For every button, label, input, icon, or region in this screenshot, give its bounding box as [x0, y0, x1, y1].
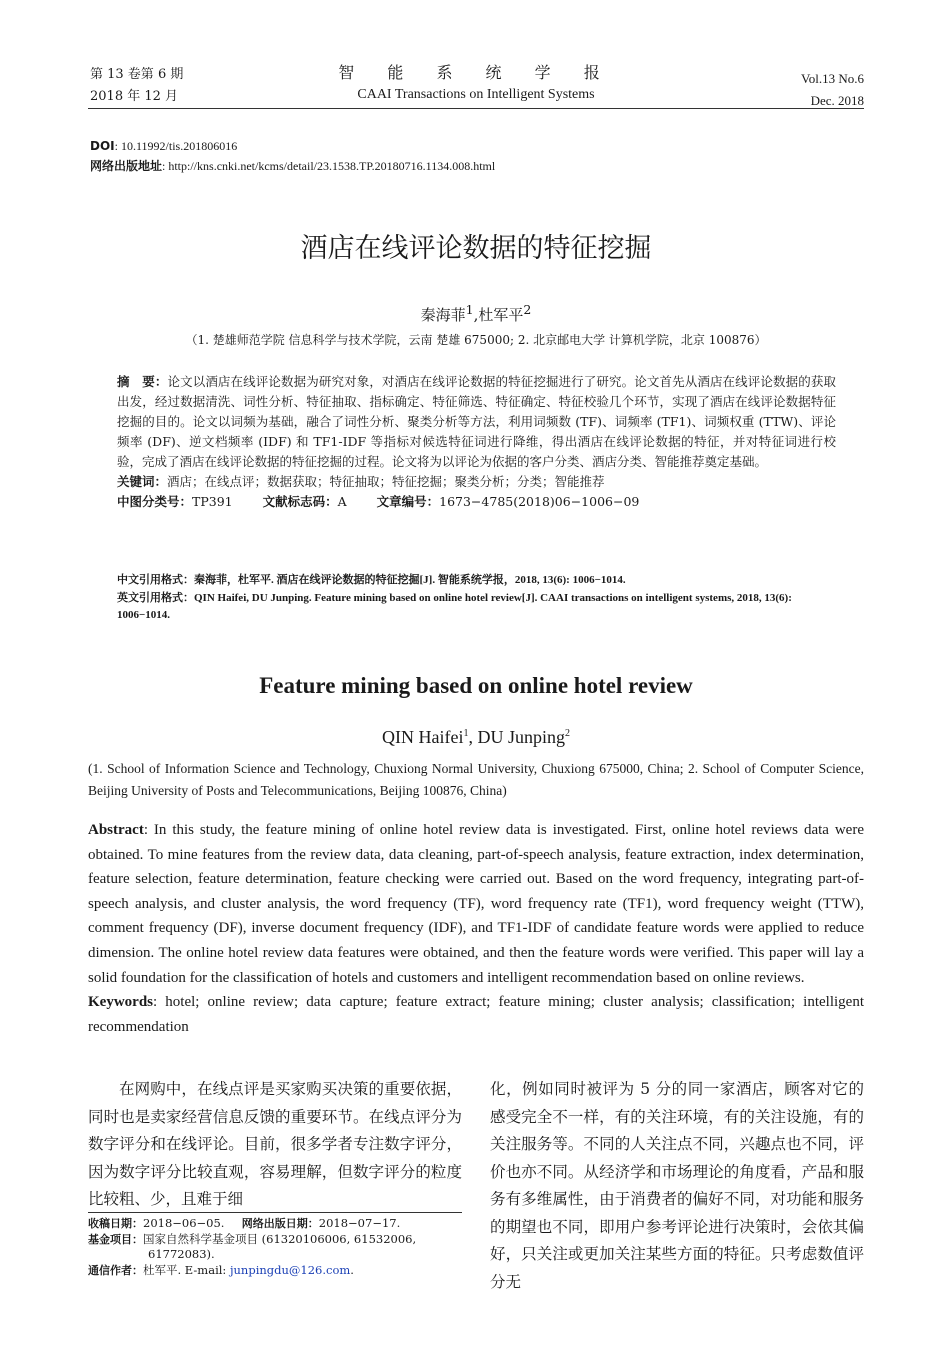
volume-cn: 第 13 卷第 6 期 — [90, 67, 184, 82]
volume-en: Vol.13 No.6 — [801, 71, 864, 86]
abstract-en-label: Abstract — [88, 822, 144, 838]
article-no-value: 1673−4785(2018)06−1006−09 — [439, 494, 640, 509]
author-cn-1-affil: 1 — [465, 302, 474, 317]
keywords-cn — [117, 472, 836, 492]
received-label: 收稿日期： — [88, 1217, 143, 1230]
abstract-cn-label: 摘 要： — [117, 374, 168, 389]
citation-en-label: 英文引用格式： — [117, 591, 194, 604]
corr-label: 通信作者： — [88, 1263, 143, 1277]
journal-name-cn: 智 能 系 统 学 报 — [338, 63, 614, 82]
header-left — [90, 64, 183, 108]
abstract-cn-block — [117, 372, 836, 512]
doi-block — [90, 136, 495, 176]
footnote-corresponding — [88, 1263, 462, 1279]
doi-line — [90, 136, 495, 156]
abstract-en — [88, 818, 864, 990]
body-column-left — [88, 1076, 462, 1214]
doi-value: : 10.11992/tis.201806016 — [114, 139, 238, 153]
author-en-2-affil: 2 — [564, 728, 570, 739]
paper-title-en: Feature mining based on online hotel review — [259, 673, 693, 698]
authors-cn — [88, 302, 864, 325]
footnote-rule — [88, 1212, 462, 1213]
abstract-cn-text: 论文以酒店在线评论数据为研究对象，对酒店在线评论数据的特征挖掘进行了研究。论文首先从酒店在线评论数据的获取出发，经过数据清洗、词性分析、特征抽取、指标确定、特征筛选、特征确定、特征校验几个环节，实现了酒店在线评论数据特征挖掘的目的。论文以词频为基础，融合了词性分析、聚类分析等方法，利用词频数 (TF)、词频率 (TF1)、词频权重 (TTW)、评论频率 (DF)、逆文档频率 (IDF) 和 TF1-IDF 等指标对候选特征词进行降维，得出酒店在线评论数据的特征，并对特征词进行校验，完成了酒店在线评论数据的特征挖掘的过程。论文将为以评论为依据的客户分类、酒店分类、智能推荐奠定基础。 — [117, 374, 836, 469]
fund-label: 基金项目： — [88, 1232, 143, 1246]
author-en-2: DU Junping — [477, 727, 565, 747]
author-en-sep: , — [468, 727, 478, 747]
citation-cn — [117, 571, 836, 589]
classification-line — [117, 492, 836, 512]
clc-label: 中图分类号： — [117, 494, 193, 509]
corr-text: 杜军平. E-mail: — [143, 1262, 230, 1277]
doc-code-value: A — [337, 494, 347, 509]
citation-cn-text: 秦海菲，杜军平. 酒店在线评论数据的特征挖掘[J]. 智能系统学报，2018, 13(6): 1006−1014. — [194, 574, 626, 586]
abstract-cn — [117, 372, 836, 472]
date-cn: 2018 年 12 月 — [90, 89, 179, 104]
paper-title-cn: 酒店在线评论数据的特征挖掘 — [300, 233, 652, 264]
keywords-cn-label: 关键词： — [117, 474, 168, 489]
online-date: 2018−07−17. — [318, 1216, 401, 1230]
header-right — [801, 68, 864, 112]
corr-email-link[interactable]: junpingdu@126.com — [229, 1262, 351, 1277]
online-url-label: 网络出版地址 — [90, 159, 163, 173]
keywords-cn-text: 酒店；在线点评；数据获取；特征抽取；特征挖掘；聚类分析；分类；智能推荐 — [167, 474, 605, 489]
author-en-1: QIN Haifei — [382, 727, 464, 747]
author-cn-2: 杜军平 — [478, 306, 524, 324]
received-date: 2018−06−05. — [143, 1216, 225, 1230]
doc-code-label: 文献标志码： — [262, 494, 338, 509]
footnote-fund — [88, 1232, 462, 1263]
keywords-en — [88, 990, 864, 1039]
affiliation-cn: （1. 楚雄师范学院 信息科学与技术学院，云南 楚雄 675000; 2. 北京邮电大学 计算机学院，北京 100876） — [185, 333, 767, 347]
online-date-label: 网络出版日期： — [241, 1217, 319, 1230]
authors-en — [88, 727, 864, 748]
doi-label: DOI — [90, 139, 115, 153]
online-url-value[interactable]: : http://kns.cnki.net/kcms/detail/23.1538.TP.20180716.1134.008.html — [162, 159, 496, 173]
header-center — [300, 62, 652, 106]
date-en: Dec. 2018 — [810, 93, 864, 108]
fund-text: 国家自然科学基金项目 (61320106006, 61532006, 61772083). — [143, 1231, 417, 1261]
clc-value: TP391 — [192, 494, 233, 509]
author-cn-2-affil: 2 — [523, 302, 532, 317]
abstract-en-text: : In this study, the feature mining of online hotel review data is investigated. First, online hotel reviews data were obtained. To mine features from the review data, data cleaning, part-of-speech analysis, feature extraction, index determination, feature selection, feature determination, feature checking were carried out. Based on the word frequency, integrating part-of-speech analysis, and cluster analysis, the word frequency (TF), word frequency rate (TF1), word frequency weight (TTW), comment frequency (DF), inverse document frequency (IDF), and TF1-IDF of candidate feature words were applied to reduce dimension. The online hotel review data features were obtained, and then the feature words were verified. This paper will lay a solid foundation for the classification of hotels and customers and intelligent recommendation based on online reviews. — [88, 822, 864, 986]
corr-email-end: . — [350, 1262, 354, 1277]
footnote-dates — [88, 1216, 462, 1232]
body-column-right — [490, 1076, 864, 1296]
body-paragraph-right: 化，例如同时被评为 5 分的同一家酒店，顾客对它的感受完全不一样，有的关注环境，有的关注设施，有的关注服务等。不同的人关注点不同，兴趣点也不同，评价也亦不同。从经济学和市场理论的角度看，产品和服务有多维属性，由于消费者的偏好不同，对功能和服务的期望也不同，即用户参考评论进行决策时，会依其偏好，只关注或更加关注某些方面的特征。只考虑数值评分无 — [490, 1080, 864, 1291]
abstract-en-block — [88, 818, 864, 1039]
header-rule — [88, 108, 864, 109]
citation-cn-label: 中文引用格式： — [117, 573, 194, 586]
keywords-en-text: : hotel; online review; data capture; feature extract; feature mining; cluster analysis; classification; intelligent recommendation — [88, 994, 864, 1035]
author-en-1-affil: 1 — [463, 728, 469, 739]
article-no-label: 文章编号： — [376, 494, 440, 509]
keywords-en-label: Keywords — [88, 994, 153, 1011]
author-cn-sep: , — [473, 306, 479, 324]
citation-en-text: QIN Haifei, DU Junping. Feature mining based on online hotel review[J]. CAAI transactions on intelligent systems, 2018, 13(6): 1006−1014. — [117, 592, 792, 621]
affiliation-en: (1. School of Information Science and Technology, Chuxiong Normal University, Chuxiong 675000, China; 2. School of Computer Science, Beijing University of Posts and Telecommunications, Beijing 100876, China) — [88, 761, 864, 798]
footnote-block — [88, 1216, 462, 1278]
body-paragraph-left: 在网购中，在线点评是买家购买决策的重要依据，同时也是卖家经营信息反馈的重要环节。在线点评分为数字评分和在线评论。目前，很多学者专注数字评分，因为数字评分比较直观，容易理解，但数字评分的粒度比较粗、少，且难于细 — [88, 1080, 462, 1208]
online-url-line — [90, 156, 495, 176]
journal-name-en: CAAI Transactions on Intelligent Systems — [357, 87, 595, 102]
citation-en — [117, 589, 836, 624]
citation-block — [117, 571, 836, 624]
author-cn-1: 秦海菲 — [420, 306, 466, 324]
